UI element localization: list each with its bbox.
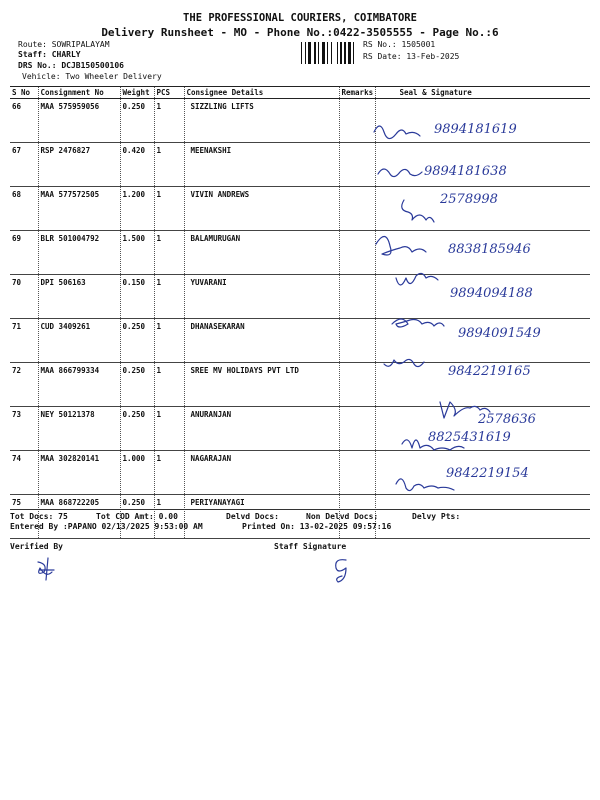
col-consignment: Consignment No bbox=[38, 87, 120, 99]
row-consignee: PERIYANAYAGI bbox=[184, 495, 339, 539]
row-consignment: MAA 866799334 bbox=[38, 363, 120, 407]
row-consignment: CUD 3409261 bbox=[38, 319, 120, 363]
barcode-bar bbox=[305, 42, 306, 64]
row-weight: 1.500 bbox=[120, 231, 154, 275]
delivery-points: Delvy Pts: bbox=[412, 512, 461, 521]
row-pcs: 1 bbox=[154, 319, 184, 363]
row-pcs: 1 bbox=[154, 407, 184, 451]
route-label: Route: SOWRIPALAYAM bbox=[18, 40, 110, 49]
row-consignment: RSP 2476827 bbox=[38, 143, 120, 187]
barcode-bar bbox=[301, 42, 302, 64]
barcode-bar bbox=[318, 42, 319, 64]
entered-by: Entered By :PAPANO 02/13/2025 9:53:00 AM bbox=[10, 522, 203, 531]
row-pcs: 1 bbox=[154, 143, 184, 187]
staff-signature-label: Staff Signature bbox=[274, 542, 347, 551]
barcode-bar bbox=[344, 42, 346, 64]
handwritten-phone: 9842219165 bbox=[448, 364, 531, 379]
row-sno: 70 bbox=[10, 275, 38, 319]
barcode-bar bbox=[308, 42, 311, 64]
row-consignment: MAA 575959056 bbox=[38, 99, 120, 143]
barcode-bar bbox=[314, 42, 316, 64]
barcode-bar bbox=[348, 42, 351, 64]
handwritten-phone: 9894181638 bbox=[424, 164, 507, 179]
row-consignee: MEENAKSHI bbox=[184, 143, 339, 187]
row-sno: 72 bbox=[10, 363, 38, 407]
row-weight: 0.250 bbox=[120, 319, 154, 363]
row-pcs: 1 bbox=[154, 363, 184, 407]
row-consignee: DHANASEKARAN bbox=[184, 319, 339, 363]
row-sno: 71 bbox=[10, 319, 38, 363]
delivered-docs: Delvd Docs: bbox=[226, 512, 279, 521]
row-weight: 0.250 bbox=[120, 495, 154, 539]
row-sno: 69 bbox=[10, 231, 38, 275]
col-pcs: PCS bbox=[154, 87, 184, 99]
row-consignment: MAA 302820141 bbox=[38, 451, 120, 495]
row-sno: 68 bbox=[10, 187, 38, 231]
row-sno: 66 bbox=[10, 99, 38, 143]
company-title: THE PROFESSIONAL COURIERS, COIMBATORE bbox=[183, 12, 417, 24]
row-pcs: 1 bbox=[154, 451, 184, 495]
handwritten-phone: 9842219154 bbox=[446, 466, 529, 481]
row-consignee: SREE MV HOLIDAYS PVT LTD bbox=[184, 363, 339, 407]
handwritten-phone: 9894094188 bbox=[450, 286, 533, 301]
vehicle-label: Vehicle: Two Wheeler Delivery bbox=[22, 72, 162, 81]
row-consignment: MAA 868722205 bbox=[38, 495, 120, 539]
col-signature: Seal & Signature bbox=[375, 87, 590, 99]
row-pcs: 1 bbox=[154, 187, 184, 231]
row-pcs: 1 bbox=[154, 99, 184, 143]
staff-label: Staff: CHARLY bbox=[18, 50, 81, 59]
row-sno: 67 bbox=[10, 143, 38, 187]
non-delivered-docs: Non Delvd Docs: bbox=[306, 512, 379, 521]
col-weight: Weight bbox=[120, 87, 154, 99]
barcode-bar bbox=[337, 42, 338, 64]
total-cod: Tot COD Amt: 0.00 bbox=[96, 512, 178, 521]
barcode-bar bbox=[340, 42, 342, 64]
handwritten-phone: 9894091549 bbox=[458, 326, 541, 341]
row-sno: 75 bbox=[10, 495, 38, 539]
row-consignment: DPI 506163 bbox=[38, 275, 120, 319]
row-weight: 0.420 bbox=[120, 143, 154, 187]
row-consignee: NAGARAJAN bbox=[184, 451, 339, 495]
handwritten-phone: 9894181619 bbox=[434, 122, 517, 137]
row-consignee: ANURANJAN bbox=[184, 407, 339, 451]
row-sno: 74 bbox=[10, 451, 38, 495]
barcode-bar bbox=[353, 42, 354, 64]
row-consignee: VIVIN ANDREWS bbox=[184, 187, 339, 231]
total-docs: Tot Docs: 75 bbox=[10, 512, 68, 521]
row-pcs: 1 bbox=[154, 231, 184, 275]
verified-by-label: Verified By bbox=[10, 542, 63, 551]
row-weight: 0.250 bbox=[120, 363, 154, 407]
row-weight: 1.200 bbox=[120, 187, 154, 231]
col-consignee: Consignee Details bbox=[184, 87, 339, 99]
row-consignment: MAA 577572505 bbox=[38, 187, 120, 231]
handwritten-phone: 2578636 bbox=[478, 412, 536, 427]
barcode-bar bbox=[327, 42, 328, 64]
row-consignment: BLR 501004792 bbox=[38, 231, 120, 275]
rs-date: RS Date: 13-Feb-2025 bbox=[363, 52, 460, 61]
row-weight: 0.250 bbox=[120, 99, 154, 143]
row-consignee: SIZZLING LIFTS bbox=[184, 99, 339, 143]
handwritten-phone: 8825431619 bbox=[428, 430, 511, 445]
handwritten-phone: 2578998 bbox=[440, 192, 498, 207]
runsheet-subtitle: Delivery Runsheet - MO - Phone No.:0422-3505555 - Page No.:6 bbox=[101, 26, 499, 39]
row-sno: 73 bbox=[10, 407, 38, 451]
row-weight: 1.000 bbox=[120, 451, 154, 495]
barcode-bar bbox=[322, 42, 325, 64]
footer-divider bbox=[10, 509, 590, 510]
row-weight: 0.250 bbox=[120, 407, 154, 451]
col-remarks: Remarks bbox=[339, 87, 375, 99]
barcode bbox=[301, 42, 357, 64]
drs-number: DRS No.: DCJB150500106 bbox=[18, 61, 124, 70]
printed-on: Printed On: 13-02-2025 09:57:16 bbox=[242, 522, 392, 531]
col-sno: S No bbox=[10, 87, 38, 99]
row-weight: 0.150 bbox=[120, 275, 154, 319]
row-consignment: NEY 50121378 bbox=[38, 407, 120, 451]
row-consignee: YUVARANI bbox=[184, 275, 339, 319]
handwritten-phone: 8838185946 bbox=[448, 242, 531, 257]
rs-number: RS No.: 1505001 bbox=[363, 40, 436, 49]
row-pcs: 1 bbox=[154, 495, 184, 539]
staff-signature bbox=[328, 554, 358, 584]
table-header-row bbox=[10, 87, 590, 99]
barcode-bar bbox=[331, 42, 332, 64]
row-consignee: BALAMURUGAN bbox=[184, 231, 339, 275]
verifier-signature bbox=[30, 556, 70, 586]
row-pcs: 1 bbox=[154, 275, 184, 319]
